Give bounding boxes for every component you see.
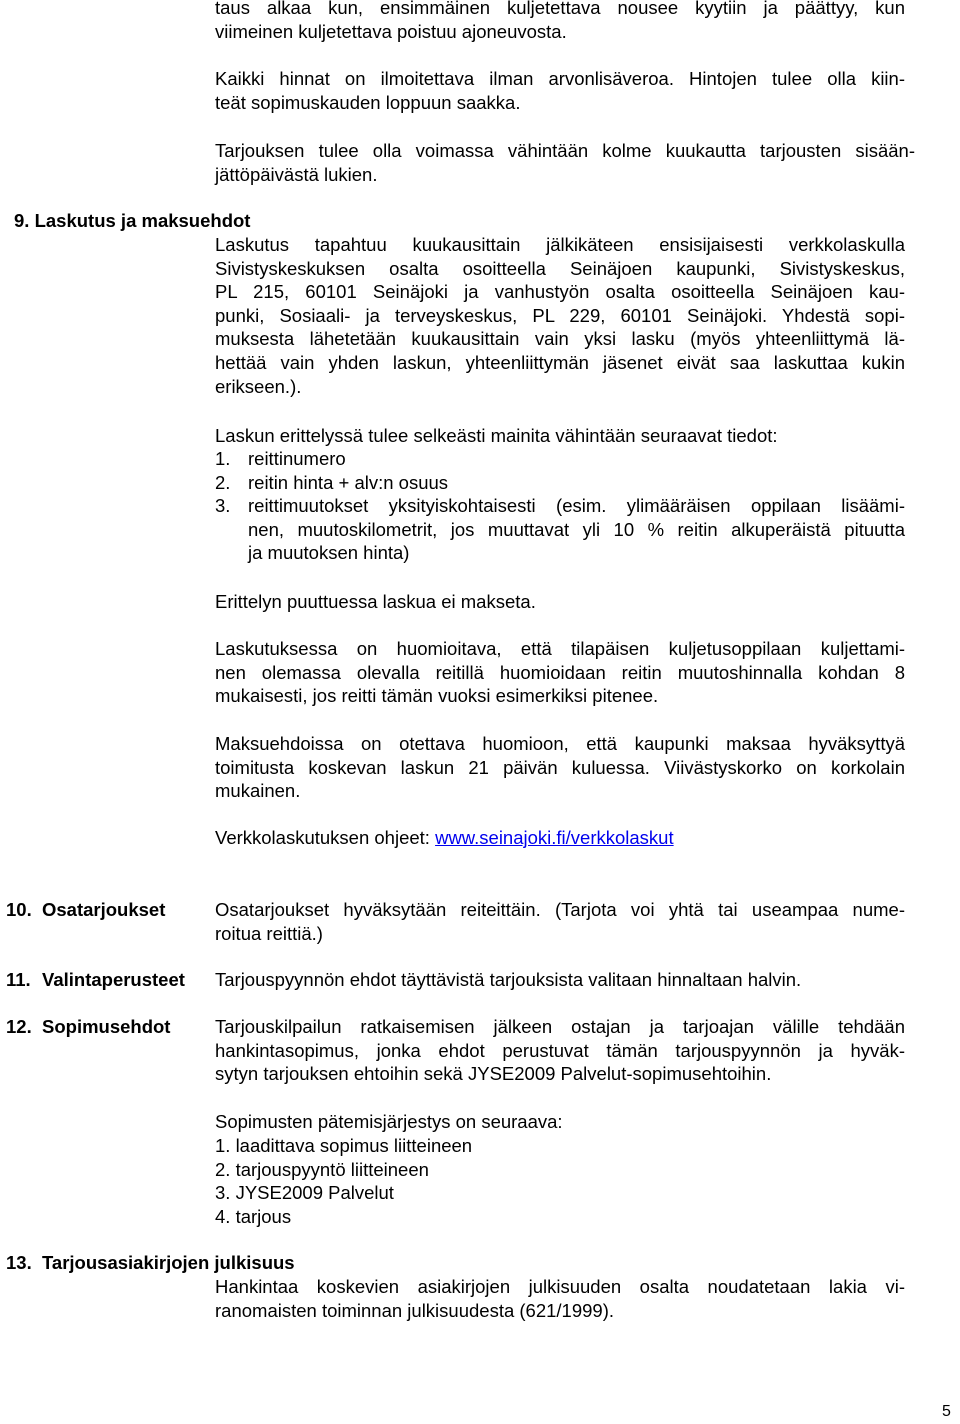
list-item: 4. tarjous <box>215 1205 292 1227</box>
section-13-text <box>215 1275 905 1322</box>
e-invoice-link[interactable]: www.seinajoki.fi/verkkolaskut <box>435 827 674 848</box>
precedence-list <box>215 1134 472 1228</box>
text-line: ja muutoksen hinta) <box>248 542 410 564</box>
section-9-paragraph-1 <box>215 233 905 398</box>
section-9-paragraph-4 <box>215 637 905 708</box>
e-invoice-label: Verkkolaskutuksen ohjeet: <box>215 827 436 848</box>
text-line: sytyn tarjouksen ehtoihin sekä JYSE2009 Palvelut-sopimusehtoihin. <box>215 1063 772 1085</box>
text-line: Osatarjoukset hyväksytään reiteittäin. (Tarjota voi yhtä tai useampaa nume- <box>215 899 905 920</box>
text-line: Sivistyskeskuksen osalta osoitteella Seinäjoen kaupunki, Sivistyskeskus, <box>215 257 905 279</box>
section-12-title: Sopimusehdot <box>42 1016 171 1037</box>
text-line: nen, muutoskilometrit, jos muuttavat yli 10 % reitin alkuperäistä pituutta <box>248 518 905 540</box>
list-item <box>215 494 230 518</box>
text-line: taus alkaa kun, ensimmäinen kuljetettava nousee kyytiin ja päättyy, kun <box>215 0 905 18</box>
intro-paragraph-2 <box>215 67 905 114</box>
section-9-heading: 9. Laskutus ja maksuehdot <box>14 210 251 231</box>
list-item-text <box>248 494 905 565</box>
section-11-title: Valintaperusteet <box>42 969 185 990</box>
list-item: 2. tarjouspyyntö liitteineen <box>215 1158 429 1180</box>
list-number: 2. <box>215 471 231 493</box>
list-item <box>215 447 230 471</box>
section-13-number: 13. <box>6 1252 32 1273</box>
section-12-text <box>215 1015 905 1086</box>
section-9-paragraph-3: Erittelyn puuttuessa laskua ei makseta. <box>215 591 536 612</box>
text-line: Hankintaa koskevien asiakirjojen julkisuuden osalta noudatetaan lakia vi- <box>215 1276 905 1297</box>
section-9-paragraph-6 <box>215 826 674 850</box>
text-line: toimitusta koskevan laskun 21 päivän kuluessa. Viivästyskorko on korkolain <box>215 756 905 778</box>
text-line: Kaikki hinnat on ilmoitettava ilman arvonlisäveroa. Hintojen tulee olla kiin- <box>215 68 905 89</box>
text-line: hankintasopimus, jonka ehdot perustuvat tämän tarjouspyynnön ja hyväk- <box>215 1039 905 1061</box>
section-9-paragraph-5 <box>215 732 905 803</box>
section-13-title: Tarjousasiakirjojen julkisuus <box>42 1252 295 1273</box>
page-number: 5 <box>942 1403 951 1420</box>
list-item-text: reittinumero <box>248 448 346 469</box>
list-number: 3. <box>215 495 231 517</box>
text-line: Tarjouskilpailun ratkaisemisen jälkeen ostajan ja tarjoajan välille tehdään <box>215 1016 905 1037</box>
intro-paragraph-3 <box>215 139 915 186</box>
text-line: Laskutus tapahtuu kuukausittain jälkikäteen ensisijaisesti verkkolaskulla <box>215 234 905 255</box>
section-10-text <box>215 898 905 945</box>
section-10-title: Osatarjoukset <box>42 899 166 920</box>
text-line: muksesta lähetetään kuukausittain vain yksi lasku (myös yhteenliittymä lä- <box>215 328 905 350</box>
text-line: ranomaisten toiminnan julkisuudesta (621/1999). <box>215 1299 615 1321</box>
precedence-intro: Sopimusten pätemisjärjestys on seuraava: <box>215 1111 563 1132</box>
text-line: nen olemassa olevalla reitillä huomioidaan reitin muutoshinnalla kohdan 8 <box>215 661 905 683</box>
text-line: roitua reittiä.) <box>215 922 323 944</box>
list-item-text: reitin hinta + alv:n osuus <box>248 471 449 493</box>
text-line: erikseen.). <box>215 375 302 397</box>
text-line: Maksuehdoissa on otettava huomioon, että kaupunki maksaa hyväksyttyä <box>215 733 905 754</box>
section-11-number: 11. <box>6 969 31 990</box>
invoice-details-list <box>215 447 905 567</box>
text-line: PL 215, 60101 Seinäjoki ja vanhustyön osalta osoitteella Seinäjoen kau- <box>215 281 905 303</box>
text-line: mukainen. <box>215 780 301 802</box>
text-line: Laskutuksessa on huomioitava, että tilapäisen kuljetusoppilaan kuljettami- <box>215 638 905 659</box>
text-line: teät sopimuskauden loppuun saakka. <box>215 91 521 113</box>
text-line: Tarjouksen tulee olla voimassa vähintään kolme kuukautta tarjousten sisään- <box>215 140 915 161</box>
text-line: reittimuutokset yksityiskohtaisesti (esim. ylimääräisen oppilaan lisäämi- <box>248 495 905 517</box>
text-line: mukaisesti, jos reitti tämän vuoksi esimerkiksi pitenee. <box>215 685 659 707</box>
list-item: 3. JYSE2009 Palvelut <box>215 1182 394 1204</box>
section-12-number: 12. <box>6 1016 32 1037</box>
section-10-number: 10. <box>6 899 32 920</box>
list-number: 1. <box>215 448 231 469</box>
text-line: jättöpäivästä lukien. <box>215 163 378 185</box>
text-line: hettää vain yhden laskun, yhteenliittymän jäsenet eivät saa laskuttaa kukin <box>215 351 905 373</box>
section-9-list-intro: Laskun erittelyssä tulee selkeästi mainita vähintään seuraavat tiedot: <box>215 425 778 446</box>
list-item: 1. laadittava sopimus liitteineen <box>215 1135 473 1156</box>
intro-paragraph-1 <box>215 0 905 43</box>
text-line: punki, Sosiaali- ja terveyskeskus, PL 229, 60101 Seinäjoki. Yhdestä sopi- <box>215 304 905 326</box>
text-line: viimeinen kuljetettava poistuu ajoneuvosta. <box>215 20 567 42</box>
list-item <box>215 471 230 495</box>
section-11-text: Tarjouspyynnön ehdot täyttävistä tarjouksista valitaan hinnaltaan halvin. <box>215 969 802 990</box>
